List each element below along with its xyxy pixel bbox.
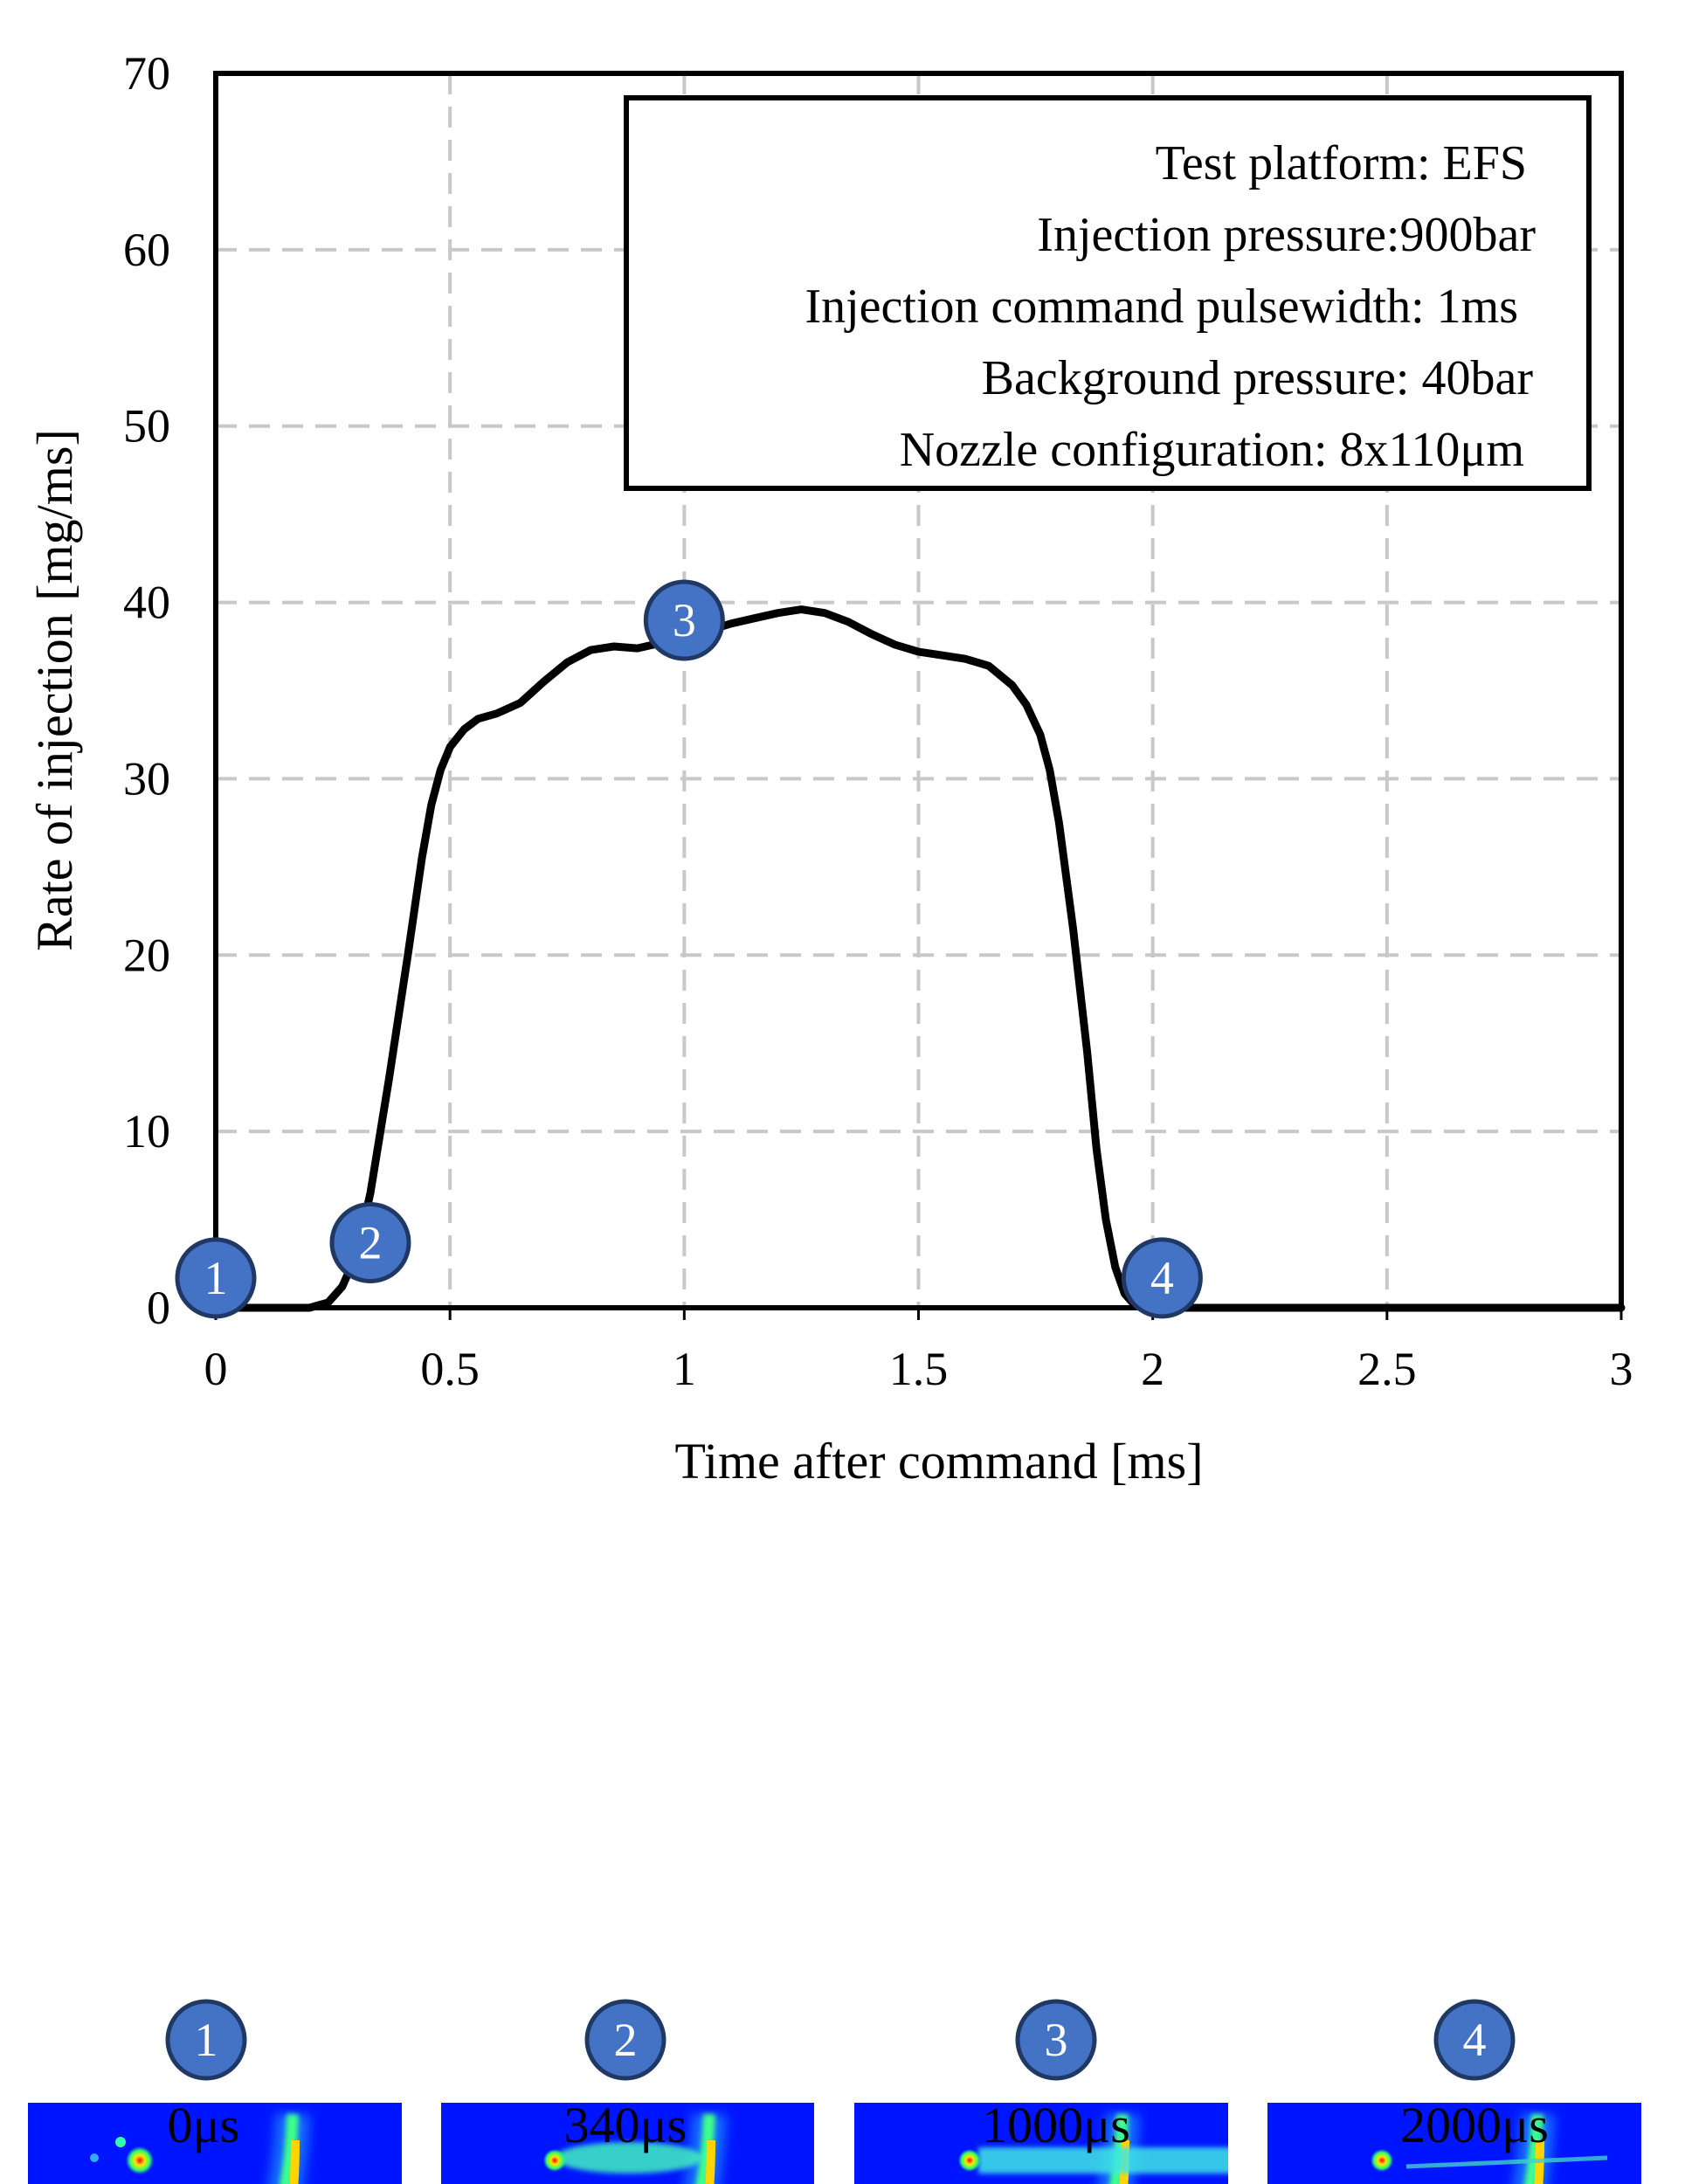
x-tick-label: 2: [1141, 1343, 1165, 1395]
x-tick-label: 1: [672, 1343, 696, 1395]
svg-text:4: 4: [1462, 2014, 1487, 2066]
x-axis-title: Time after command [ms]: [674, 1433, 1204, 1489]
image-time-label-2: 340μs: [563, 2097, 687, 2153]
image-time-label-4: 2000μs: [1400, 2097, 1549, 2153]
chart-marker-2: [332, 1205, 409, 1282]
legend-line: Test platform: EFS: [1155, 136, 1527, 190]
legend-line: Injection pressure:900bar: [1037, 208, 1536, 262]
chart-marker-label: 4: [1150, 1251, 1174, 1304]
y-axis-title: Rate of injection [mg/ms]: [26, 429, 83, 951]
y-tick-label: 20: [123, 929, 170, 982]
image-marker-3: [1018, 2001, 1095, 2078]
image-time-label-3: 1000μs: [982, 2097, 1130, 2153]
x-tick-label: 0: [204, 1343, 228, 1395]
x-tick-label: 1.5: [888, 1343, 949, 1395]
chart-marker-label: 1: [204, 1251, 228, 1304]
chart-marker-1: [177, 1240, 254, 1317]
y-tick-label: 40: [123, 576, 170, 629]
svg-text:2: 2: [613, 2014, 638, 2066]
image-time-label-1: 0μs: [167, 2097, 240, 2153]
image-marker-2: [587, 2001, 664, 2078]
image-markers: [168, 2001, 1513, 2078]
svg-text:3: 3: [1044, 2014, 1068, 2066]
test-conditions-legend: [626, 98, 1589, 488]
y-tick-label: 50: [123, 399, 170, 453]
y-tick-label: 60: [123, 223, 170, 276]
image-marker-4: [1436, 2001, 1513, 2078]
chart-marker-3: [646, 582, 722, 659]
legend-line: Injection command pulsewidth: 1ms: [805, 280, 1518, 334]
chart-marker-label: 2: [358, 1216, 383, 1269]
x-tick-label: 2.5: [1357, 1343, 1417, 1395]
x-axis-ticks: [204, 1308, 1633, 1395]
x-tick-label: 0.5: [420, 1343, 480, 1395]
y-tick-label: 10: [123, 1105, 170, 1158]
svg-text:1: 1: [194, 2014, 218, 2066]
legend-line: Nozzle configuration: 8x110μm: [899, 423, 1524, 477]
y-tick-label: 70: [123, 47, 170, 100]
chart-marker-4: [1123, 1240, 1200, 1317]
chart-markers: [177, 582, 1200, 1317]
legend-line: Background pressure: 40bar: [981, 351, 1533, 405]
x-tick-label: 3: [1609, 1343, 1633, 1395]
image-marker-1: [168, 2001, 245, 2078]
y-axis-ticks: [123, 47, 170, 1334]
y-tick-label: 0: [147, 1282, 170, 1334]
chart-marker-label: 3: [672, 593, 696, 646]
y-tick-label: 30: [123, 752, 170, 805]
